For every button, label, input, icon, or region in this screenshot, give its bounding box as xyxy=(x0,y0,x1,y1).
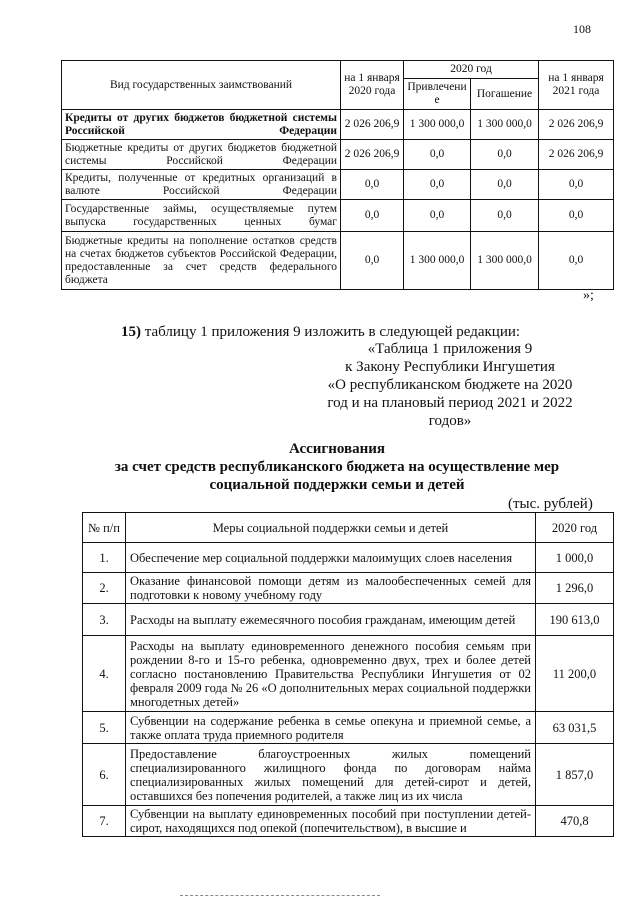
row-end: 2 026 206,9 xyxy=(539,140,614,170)
reference-line: годов» xyxy=(428,413,472,429)
row-attract: 1 300 000,0 xyxy=(404,232,471,290)
table-row xyxy=(83,543,614,573)
row-number: 1. xyxy=(83,543,126,573)
heading-line: Ассигнования xyxy=(289,441,385,457)
reference-line: «Таблица 1 приложения 9 xyxy=(367,341,533,357)
row-repay: 1 300 000,0 xyxy=(471,232,539,290)
header-repayment: Погашение xyxy=(471,79,539,110)
table-row xyxy=(62,110,614,140)
row-value: 190 613,0 xyxy=(536,604,614,636)
header-attraction: Привлечение xyxy=(404,79,471,110)
row-repay: 0,0 xyxy=(471,200,539,232)
header-row-number: № п/п xyxy=(83,513,126,543)
row-measure: Субвенции на содержание ребенка в семье опекуна и приемной семье, а также оплата труда приемного родителя xyxy=(126,712,536,744)
row-start: 0,0 xyxy=(341,232,404,290)
table-row xyxy=(62,200,614,232)
row-value: 470,8 xyxy=(536,806,614,837)
row-number: 4. xyxy=(83,636,126,712)
row-value: 1 857,0 xyxy=(536,744,614,806)
page-number: 108 xyxy=(573,22,591,36)
amendment-text: таблицу 1 приложения 9 изложить в следующей редакции: xyxy=(144,324,521,340)
header-start-balance: на 1 января 2020 года xyxy=(341,61,404,110)
table-row xyxy=(83,636,614,712)
row-end: 0,0 xyxy=(539,200,614,232)
row-value: 11 200,0 xyxy=(536,636,614,712)
row-number: 7. xyxy=(83,806,126,837)
units-label: (тыс. рублей) xyxy=(508,496,593,512)
row-name: Кредиты, полученные от кредитных организаций в валюте Российской Федерации xyxy=(62,170,341,200)
row-start: 2 026 206,9 xyxy=(341,140,404,170)
table-row xyxy=(62,140,614,170)
row-start: 0,0 xyxy=(341,170,404,200)
row-measure: Оказание финансовой помощи детям из малообеспеченных семей для подготовки к новому учебному году xyxy=(126,573,536,604)
row-attract: 0,0 xyxy=(404,170,471,200)
amendment-number: 15) xyxy=(121,324,141,340)
header-year: 2020 год xyxy=(536,513,614,543)
table-row xyxy=(83,604,614,636)
social-support-table xyxy=(82,512,614,837)
row-name: Государственные займы, осуществляемые путем выпуска государственных ценных бумаг xyxy=(62,200,341,232)
row-start: 0,0 xyxy=(341,200,404,232)
header-year-group: 2020 год xyxy=(404,61,539,79)
reference-line: к Закону Республики Ингушетия xyxy=(345,359,555,375)
table-row xyxy=(83,573,614,604)
table-row xyxy=(83,806,614,837)
amendment-instruction xyxy=(121,324,520,341)
table-row xyxy=(62,170,614,200)
row-repay: 1 300 000,0 xyxy=(471,110,539,140)
row-end: 0,0 xyxy=(539,170,614,200)
table-closing-mark: »; xyxy=(583,288,594,303)
row-name: Бюджетные кредиты от других бюджетов бюджетной системы Российской Федерации xyxy=(62,140,341,170)
row-number: 5. xyxy=(83,712,126,744)
row-value: 1 000,0 xyxy=(536,543,614,573)
scan-artifact-line xyxy=(180,895,380,897)
table-reference xyxy=(300,340,600,430)
row-end: 2 026 206,9 xyxy=(539,110,614,140)
header-measure: Меры социальной поддержки семьи и детей xyxy=(126,513,536,543)
section-heading xyxy=(61,440,613,494)
header-end-balance: на 1 января 2021 года xyxy=(539,61,614,110)
table-row xyxy=(62,232,614,290)
row-value: 63 031,5 xyxy=(536,712,614,744)
row-measure: Расходы на выплату ежемесячного пособия гражданам, имеющим детей xyxy=(126,604,536,636)
row-measure: Обеспечение мер социальной поддержки малоимущих слоев населения xyxy=(126,543,536,573)
row-attract: 1 300 000,0 xyxy=(404,110,471,140)
reference-line: год и на плановый период 2021 и 2022 xyxy=(327,395,573,411)
row-measure: Расходы на выплату единовременного денежного пособия семьям при рождении 8-го и 15-го ребенка, одновременно двух, трех и более детей согласно постановлению Правительства Республики Ингушетия от 02 февраля 2009 года № 26 «О дополнительных мерах социальной поддержки многодетных детей» xyxy=(126,636,536,712)
row-attract: 0,0 xyxy=(404,140,471,170)
table-row xyxy=(83,744,614,806)
row-repay: 0,0 xyxy=(471,140,539,170)
row-number: 2. xyxy=(83,573,126,604)
row-measure: Субвенции на выплату единовременных пособий при поступлении детей-сирот, находящихся под опекой (попечительством), в высшие и xyxy=(126,806,536,837)
borrowings-table xyxy=(61,60,614,290)
row-attract: 0,0 xyxy=(404,200,471,232)
header-borrowing-type: Вид государственных заимствований xyxy=(62,61,341,110)
heading-line: за счет средств республиканского бюджета на осуществление мер xyxy=(114,459,560,475)
row-measure: Предоставление благоустроенных жилых помещений специализированного жилищного фонда по договорам найма специализированных жилых помещений для детей-сирот и детей, оставшихся без попечения родителей, а также лиц из их числа xyxy=(126,744,536,806)
heading-line: социальной поддержки семьи и детей xyxy=(209,477,465,493)
row-value: 1 296,0 xyxy=(536,573,614,604)
row-number: 6. xyxy=(83,744,126,806)
row-name: Кредиты от других бюджетов бюджетной системы Российской Федерации xyxy=(62,110,341,140)
row-name: Бюджетные кредиты на пополнение остатков средств на счетах бюджетов субъектов Российской Федерации, предоставленные за счет средств федерального бюджета xyxy=(62,232,341,290)
row-start: 2 026 206,9 xyxy=(341,110,404,140)
row-number: 3. xyxy=(83,604,126,636)
row-repay: 0,0 xyxy=(471,170,539,200)
row-end: 0,0 xyxy=(539,232,614,290)
table-row xyxy=(83,712,614,744)
reference-line: «О республиканском бюджете на 2020 xyxy=(327,377,573,393)
